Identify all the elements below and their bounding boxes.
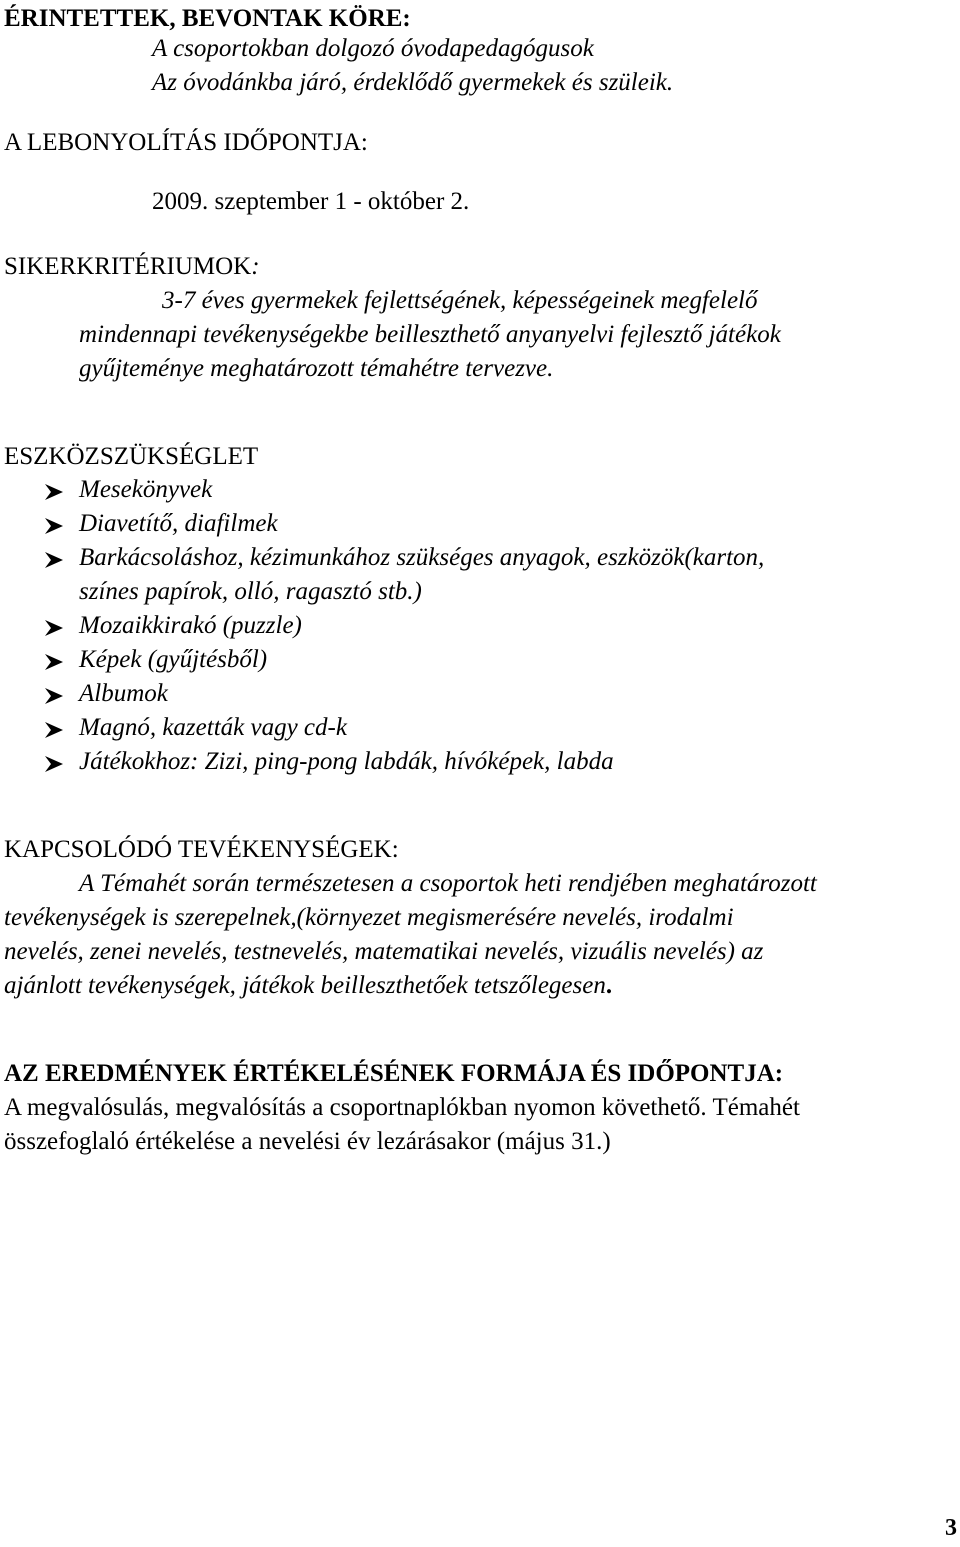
tools-item-2: Diavetítő, diafilmek (79, 510, 278, 537)
activities-line-4 (4, 973, 612, 998)
activities-heading: KAPCSOLÓDÓ TEVÉKENYSÉGEK: (4, 836, 399, 863)
timing-heading: A LEBONYOLÍTÁS IDŐPONTJA: (4, 129, 368, 156)
criteria-heading (4, 254, 260, 279)
arrowhead-bullet-icon (44, 686, 64, 706)
evaluation-line-2: összefoglaló értékelése a nevelési év lezárásakor (május 31.) (4, 1128, 611, 1155)
evaluation-line-1: A megvalósulás, megvalósítás a csoportnaplókban nyomon követhető. Témahét (4, 1094, 800, 1121)
criteria-heading-colon: : (251, 253, 260, 280)
intro-heading: ÉRINTETTEK, BEVONTAK KÖRE: (4, 5, 411, 32)
arrowhead-bullet-icon (44, 618, 64, 638)
criteria-line-2: mindennapi tevékenységekbe beilleszthető anyanyelvi fejlesztő játékok (79, 321, 781, 348)
tools-heading: ESZKÖZSZÜKSÉGLET (4, 443, 259, 470)
criteria-heading-text: SIKERKRITÉRIUMOK (4, 253, 252, 280)
evaluation-heading: AZ EREDMÉNYEK ÉRTÉKELÉSÉNEK FORMÁJA ÉS IDŐPONTJA: (4, 1060, 784, 1087)
criteria-line-1: 3-7 éves gyermekek fejlettségének, képességeinek megfelelő (162, 287, 758, 314)
arrowhead-bullet-icon (44, 516, 64, 536)
tools-item-1: Mesekönyvek (79, 476, 213, 503)
activities-final-period: . (605, 972, 613, 999)
tools-item-7: Magnó, kazetták vagy cd-k (79, 714, 347, 741)
intro-line-2: Az óvodánkba járó, érdeklődő gyermekek és szüleik. (152, 69, 674, 96)
arrowhead-bullet-icon (44, 720, 64, 740)
activities-line-3: nevelés, zenei nevelés, testnevelés, matematikai nevelés, vizuális nevelés) az (4, 938, 764, 965)
criteria-line-3: gyűjteménye meghatározott témahétre tervezve. (79, 355, 554, 382)
tools-item-3: Barkácsoláshoz, kézimunkához szükséges anyagok, eszközök(karton, (79, 544, 765, 571)
arrowhead-bullet-icon (44, 482, 64, 502)
activities-line-4-text: ajánlott tevékenységek, játékok beilleszthetőek tetszőlegesen (4, 972, 606, 999)
tools-item-6: Albumok (79, 680, 168, 707)
tools-item-5: Képek (gyűjtésből) (79, 646, 268, 673)
arrowhead-bullet-icon (44, 652, 64, 672)
intro-line-1: A csoportokban dolgozó óvodapedagógusok (152, 35, 594, 62)
timing-date: 2009. szeptember 1 - október 2. (152, 188, 470, 215)
activities-line-2: tevékenységek is szerepelnek,(környezet megismerésére nevelés, irodalmi (4, 904, 734, 931)
arrowhead-bullet-icon (44, 550, 64, 570)
tools-item-8: Játékokhoz: Zizi, ping-pong labdák, hívóképek, labda (79, 748, 614, 775)
tools-item-4: Mozaikkirakó (puzzle) (79, 612, 302, 639)
page-number: 3 (945, 1515, 957, 1541)
activities-line-1: A Témahét során természetesen a csoportok heti rendjében meghatározott (79, 870, 817, 897)
tools-item-3-continuation: színes papírok, olló, ragasztó stb.) (79, 578, 422, 605)
arrowhead-bullet-icon (44, 754, 64, 774)
